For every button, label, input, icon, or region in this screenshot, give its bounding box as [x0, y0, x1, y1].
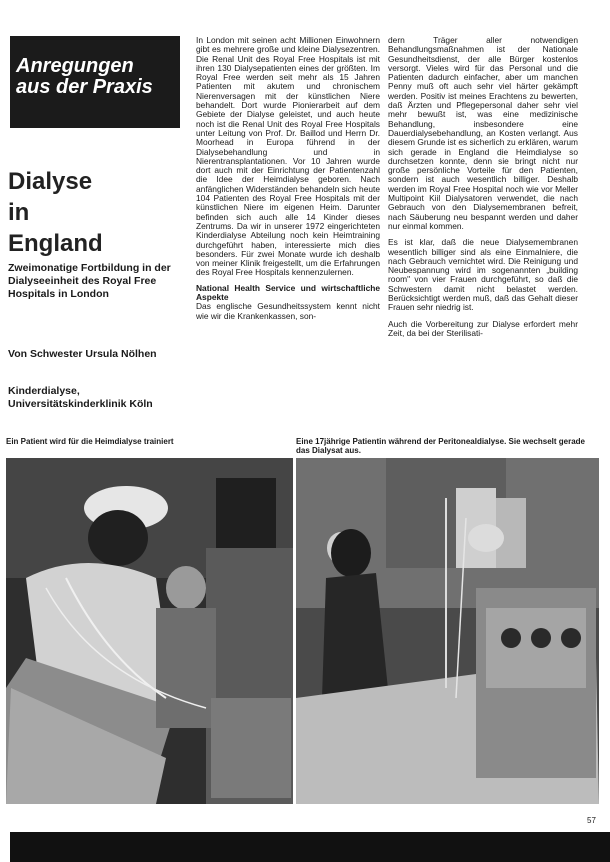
- text-column-3: [388, 36, 578, 338]
- title-line-1: Dialyse: [8, 168, 93, 195]
- photo-caption-right: Eine 17jährige Patientin während der Peritonealdialyse. Sie wechselt gerade das Dialysat aus.: [296, 437, 585, 455]
- bottom-scan-border: [10, 832, 610, 862]
- section-banner: [10, 36, 180, 128]
- article-title: [8, 166, 103, 259]
- article-subtitle: Zweimonatige Fortbildung in der Dialyseeinheit des Royal Free Hospitals in London: [8, 262, 171, 300]
- banner-line-1: Anregungen: [16, 55, 134, 77]
- photo-caption-left: Ein Patient wird für die Heimdialyse trainiert: [6, 437, 174, 446]
- paragraph: dern Träger aller notwendigen Behandlungsmaßnahmen ist der Nationale Gesundheitsdienst, der alle Bürger kostenlos versorgt. Vieles wird für das Personal und die Patienten dadurch einfacher, aber um manchen Penny muß oft auch sehr viel härter gekämpft werden. Positiv ist meines Erachtens zu bewerten, daß Ärzten und Pflegepersonal daher sehr viel mehr bewußt ist, was eine medizinische Behandlung, insbesondere eine Dauerdialysebehandlung, an Kosten verlangt. Aus diesem Grunde ist es sicherlich zu erklären, warum sich gerade in England die Heimdialyse so durchsetzen konnte, denn sie bringt nicht nur große persönliche Vorteile für den Patienten, sondern ist auch wesentlich billiger. Deshalb werden im Royal Free Hospital noch wie vor Meller Multipoint Kiil Dialysatoren verwendet, die nach Gebrauch von den Dialysemembranen befreit, nach Säuberung neu bespannt werden und daher nur einmal kommen.: [388, 35, 578, 231]
- title-line-3: England: [8, 230, 103, 257]
- paragraph: Es ist klar, daß die neue Dialysemembranen wesentlich billiger sind als eine Einmalniere, die nach Gebrauch vernichtet wird. Die Reinigung und Neubespannung wird im sogenannten „building room" von vier Frauen durchgeführt, so daß die Schwestern damit nicht belastet werden. Berücksichtigt werden muß, daß das Gehalt dieser Frauen sehr niedrig ist.: [388, 237, 578, 313]
- photo-home-dialysis-training: [6, 458, 293, 804]
- text-column-2: [196, 36, 380, 321]
- title-line-2: in: [8, 199, 30, 226]
- page-number: 57: [587, 816, 596, 825]
- paragraph: Auch die Vorbereitung zur Dialyse erfordert mehr Zeit, da bei der Sterilisati-: [388, 318, 578, 338]
- paragraph: Das englische Gesundheitssystem kennt nicht wie wir die Krankenkassen, son-: [196, 301, 380, 321]
- author-byline: Von Schwester Ursula Nölhen: [8, 348, 157, 360]
- photo-left-image: [6, 458, 293, 804]
- section-heading: National Health Service und wirtschaftliche Aspekte: [196, 282, 380, 303]
- banner-line-2: aus der Praxis: [16, 76, 153, 98]
- photo-peritoneal-dialysis: [296, 458, 599, 804]
- paragraph: In London mit seinen acht Millionen Einwohnern gibt es mehrere große und kleine Dialysezentren. Die Renal Unit des Royal Free Hospitals ist mit ihren 130 Dialysepatienten eines der größten. Im Royal Free werden seit mehr als 15 Jahren Patienten mit akutem und chronischem Nierenversagen mit der künstlichen Niere behandelt. Dort wurde Pionierarbeit auf dem Gebiete der Dialyse geleistet, und auch heute noch ist die Renal Unit des Royal Free Hospitals unter Leitung von Prof. Dr. Baillod und Herrn Dr. Moorhead in Europa führend in der Dialysebehandlung und in Nierentransplantationen. Vor 10 Jahren wurde dort auch mit der Einrichtung der Patientenzahl die Idee der Heimdialyse geboren. Nach anfänglichen Widerständen behandeln sich heute 104 Patienten des Royal Free Hospitals mit der künstlichen Niere im eigenen Heim. Darunter befinden sich auch alle 14 Kinder dieses Zentrums. Da wir in unserer 1972 eingerichteten Kinderdialyse Abteilung noch kein Heimtraining durchgeführt haben, interessierte mich dies besonders. Für zwei Monate wurde ich deshalb von meiner Klinik freigestellt, um die Erfahrungen des Royal Free Hospitals kennenzulernen.: [196, 35, 380, 278]
- photo-right-image: [296, 458, 599, 804]
- author-affiliation: Kinderdialyse, Universitätskinderklinik Köln: [8, 385, 153, 410]
- section-banner-text: [16, 56, 153, 98]
